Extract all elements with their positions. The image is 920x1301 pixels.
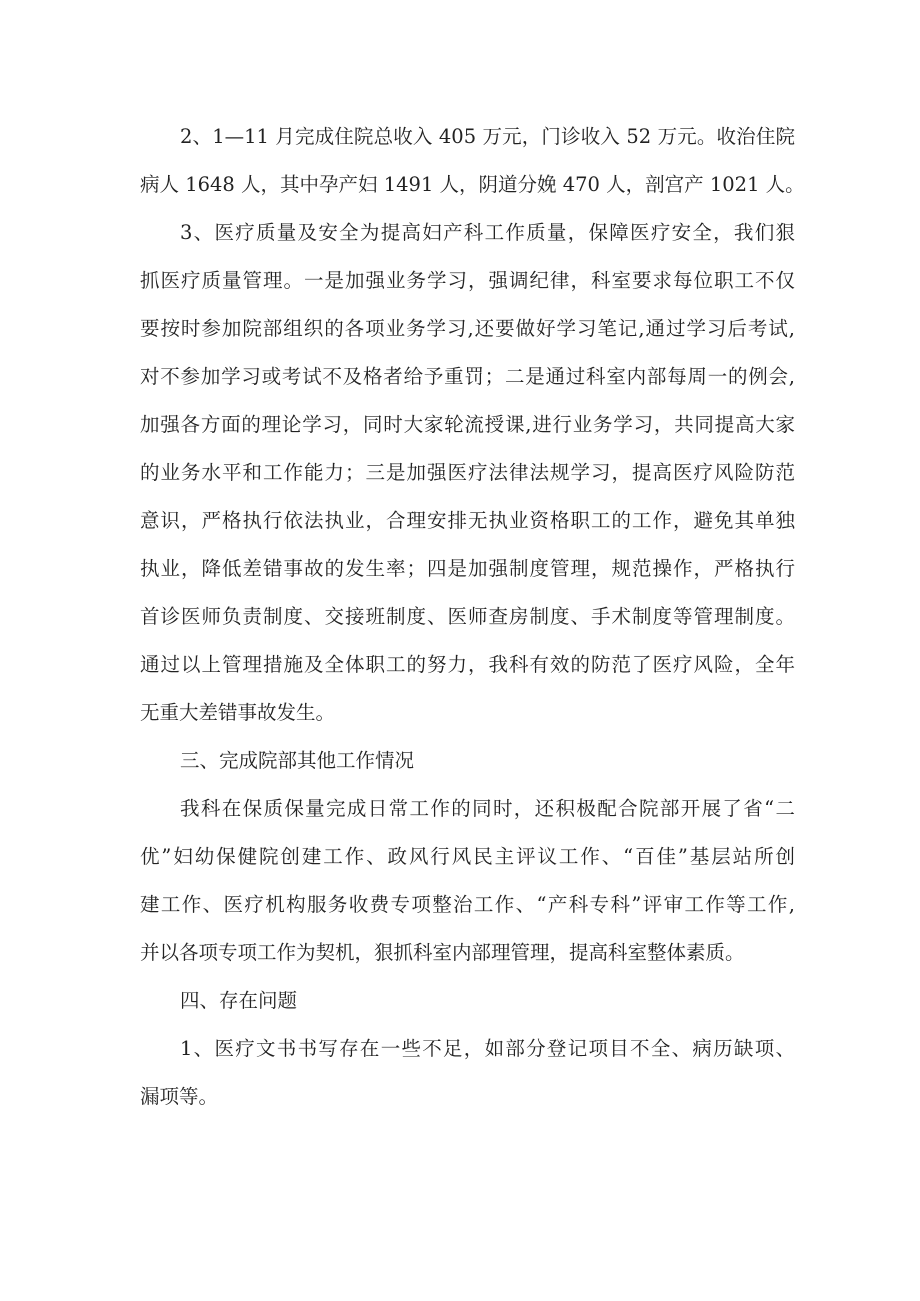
paragraph-quality (140, 209, 795, 737)
section-heading-problems (140, 977, 795, 1025)
text-line: 加强各方面的理论学习，同时大家轮流授课,进行业务学习，共同提高大家 (140, 413, 795, 436)
paragraph-problem-1 (140, 1025, 795, 1121)
section-heading-other-work (140, 737, 795, 785)
text-line: 执业，降低差错事故的发生率；四是加强制度管理，规范操作，严格执行 (140, 557, 795, 580)
text-line: 病人 1648 人，其中孕产妇 1491 人，阴道分娩 470 人，剖宫产 1021 人。 (140, 173, 805, 196)
heading-text: 四、存在问题 (180, 989, 298, 1012)
text-line: 的业务水平和工作能力；三是加强医疗法律法规学习，提高医疗风险防范 (140, 461, 795, 484)
text-line: 对不参加学习或考试不及格者给予重罚；二是通过科室内部每周一的例会, (140, 365, 795, 388)
text-line: 1、医疗文书书写存在一些不足，如部分登记项目不全、病历缺项、 (180, 1037, 795, 1060)
document-body (140, 113, 805, 1121)
text-line: 要按时参加院部组织的各项业务学习,还要做好学习笔记,通过学习后考试, (140, 317, 795, 340)
text-line: 首诊医师负责制度、交接班制度、医师查房制度、手术制度等管理制度。 (140, 605, 795, 628)
text-line: 漏项等。 (140, 1085, 219, 1108)
text-line: 无重大差错事故发生。 (140, 701, 336, 724)
text-line: 我科在保质保量完成日常工作的同时，还积极配合院部开展了省“二 (180, 797, 795, 820)
text-line: 3、医疗质量及安全为提高妇产科工作质量，保障医疗安全，我们狠 (180, 221, 795, 244)
text-line: 建工作、医疗机构服务收费专项整治工作、“产科专科”评审工作等工作, (140, 893, 795, 916)
text-line: 意识，严格执行依法执业，合理安排无执业资格职工的工作，避免其单独 (140, 509, 795, 532)
heading-text: 三、完成院部其他工作情况 (180, 749, 415, 772)
text-line: 抓医疗质量管理。一是加强业务学习，强调纪律，科室要求每位职工不仅 (140, 269, 795, 292)
paragraph-other-work (140, 785, 795, 977)
text-line: 优”妇幼保健院创建工作、政风行风民主评议工作、“百佳”基层站所创 (140, 845, 795, 868)
paragraph-revenue (140, 113, 805, 209)
text-line: 2、1—11 月完成住院总收入 405 万元，门诊收入 52 万元。收治住院 (180, 125, 795, 148)
text-line: 通过以上管理措施及全体职工的努力，我科有效的防范了医疗风险，全年 (140, 653, 795, 676)
text-line: 并以各项专项工作为契机，狠抓科室内部理管理，提高科室整体素质。 (140, 941, 745, 964)
